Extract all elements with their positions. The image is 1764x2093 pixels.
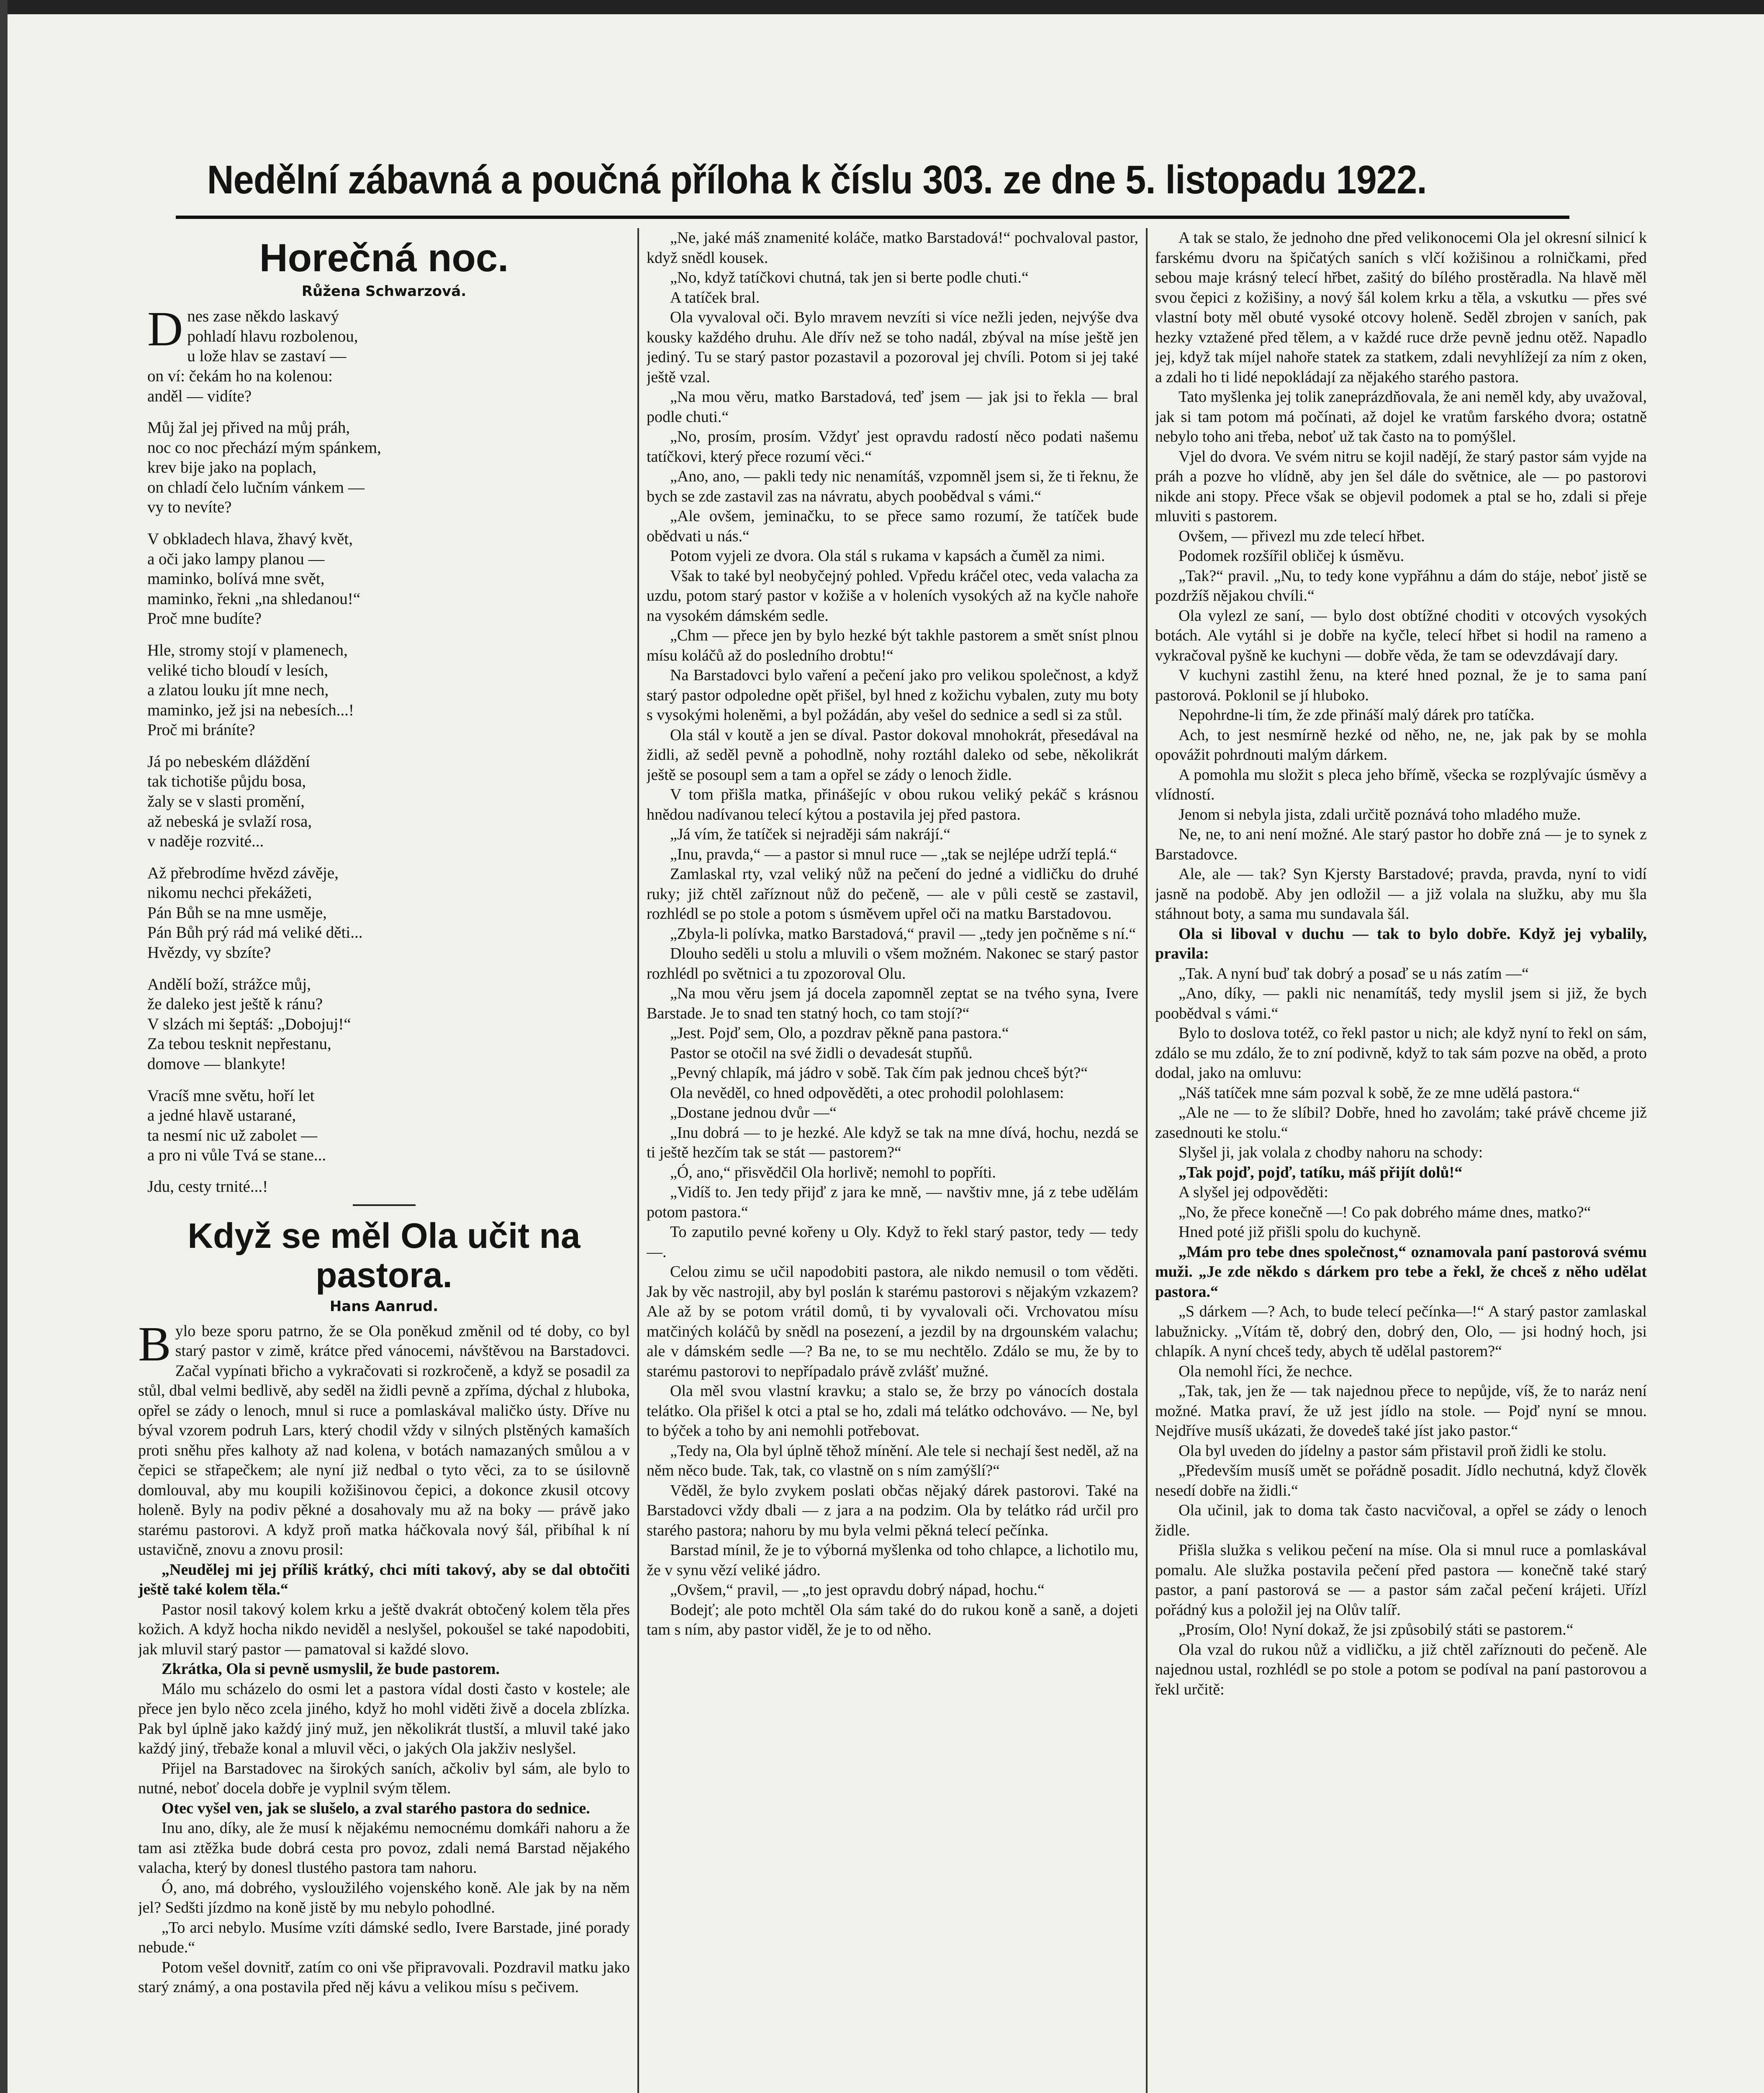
story-paragraph: Ola měl svou vlastní kravku; a stalo se, že brzy po vánocích dostala telátko. Ola přišel k otci a ptal se ho, zdali má telátko odchovávo. — Ne, byl to býček a toho by ani nemohli potřebovat.: [647, 1382, 1138, 1440]
poem-line: Andělí boží, strážce můj,: [147, 975, 311, 993]
story-paragraph: Inu ano, díky, ale že musí k nějakému nemocnému domkáři nahoru a že tam asi ztěžka bude dobrá cesta pro povoz, zdali nemá Barstad nějakého valacha, který by donesl tlustého pastora tam nahoru.: [138, 1819, 630, 1877]
poem-line: noc co noc přechází mým spánkem,: [147, 438, 381, 457]
poem-line: V obkladech hlava, žhavý květ,: [147, 530, 353, 548]
poem-stanza: [147, 752, 630, 851]
story-paragraph: Otec vyšel ven, jak se slušelo, a zval starého pastora do sednice.: [162, 1799, 590, 1817]
story-paragraph: V kuchyni zastihl ženu, na které hned poznal, že je to sama paní pastorová. Poklonil se jí hluboko.: [1155, 666, 1647, 704]
story-paragraph: „Vidíš to. Jen tedy přijď z jara ke mně, — navštiv mne, já z tebe udělám potom pastora.“: [647, 1183, 1138, 1221]
poem-line: Za tebou tesknit nepřestanu,: [147, 1035, 331, 1053]
story-paragraph: „Inu dobrá — to je hezké. Ale když se tak na mne dívá, hochu, nezdá se ti ještě hezčím tak se stát — pastorem?“: [647, 1124, 1138, 1161]
poem-ending: Jdu, cesty trnité...!: [147, 1177, 268, 1196]
story-paragraph: Barstad mínil, že je to výborná myšlenka od toho chlapce, a lichotilo mu, že v synu vězí veliké jádro.: [647, 1541, 1138, 1579]
story-paragraph: Ola si liboval v duchu — tak to bylo dobře. Když jej vybalily, pravila:: [1155, 925, 1647, 962]
poem-line: tak tichotiše půjdu bosa,: [147, 772, 306, 791]
story-paragraph: „Já vím, že tatíček si nejraději sám nakrájí.“: [670, 825, 950, 843]
story-paragraph: Bylo beze sporu patrno, že se Ola poněkud změnil od té doby, co byl starý pastor v zimě, krátce před vánocemi, návštěvou na Barstadovci. Začal vypínati břicho a vykračovati si rozkročeně, a když se posadil za stůl, dbal velmi bedlivě, aby seděl na židli pevně a zpříma, dýchal z hluboka, opřel se zády o lenoch, mnul si ruce a pomlaskával maličko ústy. Dříve nu býval vzorem podruh Lars, který chodil vždy v silných plstěných kamaších proti sněhu přes kalhoty až nad kolena, v botách namazaných smůlou a v čepici se střapečkem; ale nyní již nedbal o tyto věci, za to se úsilovně domlouval, aby mu koupili kožišinovou čepici, a dokonce zkusil otcovy holeně. Byly na podiv pěkné a dosahovaly mu až na boky — právě jako starému pastorovi. A když proň matka háčkovala nový šál, přibíhal k ní ustavičně, znovu a znovu prosil:: [138, 1316, 630, 1559]
poem-line: žaly se v slasti promění,: [147, 792, 305, 810]
story-paragraph: Slyšel ji, jak volala z chodby nahoru na schody:: [1179, 1144, 1483, 1161]
story-paragraph: „S dárkem —? Ach, to bude telecí pečínka—!“ A starý pastor zamlaskal labužnicky. „Vítám tě, dobrý den, dobrý den, Olo, — jsi hodný hoch, jsi chlapík. A nyní chceš tedy, abych tě udělal pastorem?“: [1155, 1303, 1647, 1360]
story-paragraph: Ola stál v koutě a jen se díval. Pastor dokoval mnohokrát, přesedával na židli, až seděl pevně a pohodlně, nohy roztáhl daleko od sebe, několikrát ještě se posoupl sem a tam a opřel se zády o lenoch židle.: [647, 726, 1138, 784]
story-paragraph: Ale, ale — tak? Syn Kjersty Barstadové; pravda, pravda, nyní to vidí jasně na podobě. Aby jen odložil — a již volala na služku, aby mu šla stáhnout boty, a sama mu sundavala šál.: [1155, 865, 1647, 923]
column-rule-2: [1146, 228, 1148, 2093]
poem-line: Hle, stromy stojí v plamenech,: [147, 641, 348, 659]
poem-line: a pro ni vůle Tvá se stane...: [147, 1146, 326, 1165]
poem-line: Vracíš mne světu, hoří let: [147, 1086, 315, 1105]
poem-stanza: [147, 975, 630, 1074]
poem-line: že daleko jest ještě k ránu?: [147, 995, 323, 1013]
poem-line: domove — blankyte!: [147, 1054, 286, 1073]
story-column-3: [1155, 228, 1647, 1700]
poem-line: maminko, řekni „na shledanou!“: [147, 589, 360, 608]
poem-line: pohladí hlavu rozbolenou,: [187, 327, 358, 345]
story-paragraph: Ovšem, — přivezl mu zde telecí hřbet.: [1179, 527, 1425, 545]
story-paragraph: Ola byl uveden do jídelny a pastor sám přistavil proň židli ke stolu.: [1179, 1442, 1607, 1460]
story-paragraph: Jenom si nebyla jista, zdali určitě poznává toho mladého muže.: [1179, 805, 1581, 823]
poem-line: on chladí čelo lučním vánkem —: [147, 478, 365, 496]
story-paragraph: Pastor se otočil na své židli o devadesát stupňů.: [670, 1044, 973, 1062]
story-paragraph: „Především musíš umět se pořádně posadit. Jídlo nechutná, když člověk nesedí dobře na židli.“: [1155, 1462, 1647, 1499]
story-paragraph: Věděl, že bylo zvykem poslati občas nějaký dárek pastorovi. Také na Barstadovci vždy dbali — z jara a na podzim. Ola by telátko rád určil pro starého pastora; nahoru by mu byla velmi pěkná telecí pečínka.: [647, 1481, 1138, 1539]
story-paragraph: Však to také byl neobyčejný pohled. Vpředu kráčel otec, veda valacha za uzdu, potom starý pastor v kožiše a v holeních vysokých až na kyčle nahoře na vysokém dámském sedle.: [647, 567, 1138, 625]
poem-line: maminko, bolívá mne svět,: [147, 570, 325, 588]
story-paragraph: „Na mou věru, matko Barstadová, teď jsem — jak jsi to řekla — bral podle chuti.“: [647, 388, 1138, 426]
story-paragraph: „Tedy na, Ola byl úplně těhož mínění. Ale tele si nechají šest neděl, až na něm něco bude. Tak, tak, co vlastně on s ním zamýšlí?“: [647, 1442, 1138, 1479]
story-paragraph: Zamlaskal rty, vzal veliký nůž na pečení do jedné a vidličku do druhé ruky; již chtěl zaříznout nůž do pečeně, — ale v půli cestě se zastavil, rozhlédl se po stole a potom s úsměvem upřel oči na matku Barstadovou.: [647, 865, 1138, 923]
story-title-line-2: pastora.: [316, 1255, 452, 1295]
poem-line: Až přebrodíme hvězd závěje,: [147, 864, 339, 882]
poem-line: krev bije jako na poplach,: [147, 458, 316, 477]
story-author: Hans Aanrud.: [329, 1298, 439, 1315]
poem-line: Dnes zase někdo laskavý: [147, 301, 339, 357]
poem-line: v naděje rozvité...: [147, 832, 264, 851]
story-paragraph: Ola vylezl ze saní, — bylo dost obtížné choditi v otcových vysokých botách. Ale vytáhl si je dobře na kyčle, telecí hřbet si hodil na rameno a vykračoval pyšně ke kuchyni — dobře věda, že tam se odevzdávají dary.: [1155, 607, 1647, 664]
story-paragraph: Potom vyjeli ze dvora. Ola stál s rukama v kapsách a čuměl za nimi.: [670, 547, 1105, 565]
story-paragraph: Ach, to jest nesmírně hezké od něho, ne, ne, jak pak by se mohla opovážit pohrdnouti malým dárkem.: [1155, 726, 1647, 764]
story-paragraph: Ola učinil, jak to doma tak často nacvičoval, a opřel se zády o lenoch židle.: [1155, 1502, 1647, 1539]
story-paragraph: Ne, ne, to ani není možné. Ale starý pastor ho dobře zná — je to synek z Barstadovce.: [1155, 825, 1647, 863]
column-rule-1: [637, 228, 639, 2093]
story-paragraph: „Tak. A nyní buď tak dobrý a posaď se u nás zatím —“: [1179, 964, 1529, 982]
poem-stanza: [147, 640, 630, 740]
section-divider: [353, 1204, 416, 1206]
scan-left-edge: [0, 0, 8, 2093]
story-paragraph: Ó, ano, má dobrého, vysloužilého vojenského koně. Ale jak by na něm jel? Sedšti jízdmo na koně jistě by mu nebylo pohodlné.: [138, 1879, 630, 1917]
story-paragraph: Celou zimu se učil napodobiti pastora, ale nikdo nemusil o tom věděti. Jak by věc nastrojil, aby byl poslán k starému pastorovi s nějakým vzkazem? Ale až by se potom vrátil domů, ti by vyvalovali oči. Vrchovatou mísu matčiných koláčů by snědl na posezení, a jezdil by na drgounském valachu; ale v dámském sedle —? Ba ne, to se mu nechtělo. Zdálo se mu, že by to starému pastorovi to nepřípadalo právě zvlášť mužné.: [647, 1263, 1138, 1380]
story-paragraph: Vjel do dvora. Ve svém nitru se kojil nadějí, že starý pastor sám vyjde na práh a pozve ho vlídně, aby jen šel dále do světnice, ale — po pastorovi nikde ani stopy. Přece však se objevil podomek a ptal se ho, zdali si přeje mluviti s pastorem.: [1155, 447, 1647, 525]
story-column-1: [138, 1316, 630, 1998]
story-title: [138, 1216, 630, 1295]
poem-author: Růžena Schwarzová.: [301, 283, 467, 300]
story-paragraph: Pastor nosil takový kolem krku a ještě dvakrát obtočený kolem těla přes kožich. A když hocha nikdo neviděl a neslyšel, pokoušel se také napodobiti, jak mluvil starý pastor — pamatoval si každé slovo.: [138, 1600, 630, 1658]
story-paragraph: Ola vyvaloval oči. Bylo mravem nevzíti si více nežli jeden, nejvýše dva kousky každého druhu. Ale dřív než se toho nadál, zbýval na míse ještě jen jediný. Tu se starý pastor pozastavil a pozoroval jej chvíli. Potom si jej také ještě vzal.: [647, 309, 1138, 386]
story-paragraph: To zaputilo pevné kořeny u Oly. Když to řekl starý pastor, tedy — tedy —.: [647, 1223, 1138, 1261]
column-3: [1155, 228, 1647, 2093]
poem-line: vy to nevíte?: [147, 498, 232, 517]
story-paragraph: „Ale ovšem, jeminačku, to se přece samo rozumí, že tatíček bude obědvati u nás.“: [647, 507, 1138, 545]
poem-line: a oči jako lampy planou —: [147, 550, 325, 568]
story-paragraph: „Inu, pravda,“ — a pastor si mnul ruce — „tak se nejlépe udrží teplá.“: [670, 845, 1117, 863]
story-paragraph: Málo mu scházelo do osmi let a pastora vídal dosti často v kostele; ale přece jen bylo něco zcela jiného, když ho mohl viděti živě a docela zblízka. Pak byl úplně jako každý jiný muž, jen několikrát tlustší, a mluvil také jako každý jiný, třebaže konal a mluvil věci, o jakých Ola jakživ neslyšel.: [138, 1680, 630, 1758]
poem-line: anděl — vidíte?: [147, 387, 252, 405]
poem-line: V slzách mi šeptáš: „Dobojuj!“: [147, 1015, 351, 1033]
poem-title: Horečná noc.: [259, 236, 509, 280]
poem-line: Pán Bůh se na mne usměje,: [147, 903, 327, 922]
story-paragraph: „Ne, jaké máš znamenité koláče, matko Barstadová!“ pochvaloval pastor, když snědl kousek.: [647, 229, 1138, 267]
story-paragraph: „Dostane jednou dvůr —“: [670, 1104, 837, 1121]
poem-line: on ví: čekám ho na kolenou:: [147, 367, 333, 385]
poem-line: Já po nebeském dláždění: [147, 752, 310, 771]
story-paragraph: „Neudělej mi jej příliš krátký, chci míti takový, aby se dal obtočiti ještě také kolem těla.“: [138, 1561, 630, 1599]
poem-line: až nebeská je svlaží rosa,: [147, 812, 312, 831]
story-paragraph: „Ano, díky, — pakli nic nenamítáš, tedy myslil jsem si již, že bych poobědval s vámi.“: [1155, 985, 1647, 1022]
masthead-rule: [176, 216, 1569, 219]
story-paragraph: Hned poté již přišli spolu do kuchyně.: [1179, 1223, 1421, 1241]
story-paragraph: „Ale ne — to že slíbil? Dobře, hned ho zavolám; také právě chceme již zasednouti ke stolu.“: [1155, 1104, 1647, 1142]
story-paragraph: Tato myšlenka jej tolik zaneprázdňovala, že ani neměl kdy, aby uvažoval, jak si tam potom má počínati, až dojel ke vratům farského dvora; ostatně nebylo toho ani třeba, neboť už tak často na to pomýšlel.: [1155, 388, 1647, 445]
story-paragraph: A pomohla mu složit s pleca jeho břímě, všecka se rozplývajíc úsměvy a vlídností.: [1155, 766, 1647, 803]
poem-line: nikomu nechci překážeti,: [147, 884, 312, 902]
story-paragraph: Ola vzal do rukou nůž a vidličku, a již chtěl zaříznouti do pečeně. Ale najednou ustal, rozhlédl se po stole a potom se podíval na paní pastorovou a řekl určitě:: [1155, 1640, 1647, 1698]
poem-line: Hvězdy, vy sbzíte?: [147, 944, 271, 962]
poem-stanza: [147, 529, 630, 629]
story-paragraph: Nepohrdne-li tím, že zde přináší malý dárek pro tatíčka.: [1179, 706, 1535, 724]
story-column-2: [647, 228, 1138, 1640]
poem-stanza: [147, 863, 630, 963]
story-paragraph: Přišla služka s velikou pečení na míse. Ola si mnul ruce a pomlaskával pomalu. Ale služka postavila pečení před pastora — konečně také starý pastor, a paní pastorová se — a pastor sám začal pečení krájeti. Uřízl pořádný kus a položil jej na Olův talíř.: [1155, 1541, 1647, 1619]
story-paragraph: Zkrátka, Ola si pevně usmyslil, že bude pastorem.: [162, 1660, 500, 1678]
story-paragraph: Potom vešel dovnitř, zatím co oni vše připravovali. Pozdravil matku jako starý známý, a ona postavila před něj kávu a velikou mísu s pečivem.: [138, 1958, 630, 1996]
story-paragraph: A tatíček bral.: [670, 288, 760, 306]
poem-line: a zlatou louku jít mne nech,: [147, 681, 329, 699]
story-title-line-1: Když se měl Ola učit na: [187, 1216, 580, 1255]
masthead-title: Nedělní zábavná a poučná příloha k číslu 303. ze dne 5. listopadu 1922.: [207, 157, 1427, 202]
poem-line: maminko, jež jsi na nebesích...!: [147, 701, 354, 719]
story-paragraph: Přijel na Barstadovec na širokých saních, ačkoliv byl sám, ale bylo to nutné, neboť docela dobře je vyplnil svým tělem.: [138, 1759, 630, 1797]
story-paragraph: „Tak, tak, jen že — tak najednou přece to nepůjde, víš, že to naráz není možné. Matka praví, že už jest jídlo na stole. — Pojď nyní se mnou. Nejdříve musíš ukázati, že dovedeš také jíst jako pastor.“: [1155, 1382, 1647, 1440]
poem-line: u lože hlav se zastaví —: [187, 347, 347, 365]
poem-line: a jedné hlavě ustarané,: [147, 1106, 296, 1125]
story-paragraph: „Chm — přece jen by bylo hezké být takhle pastorem a smět sníst plnou mísu koláčů až do posledního drobtu!“: [647, 627, 1138, 664]
story-paragraph: „No, když tatíčkovi chutná, tak jen si berte podle chuti.“: [670, 269, 1029, 286]
story-paragraph: „Zbyla-li polívka, matko Barstadová,“ pravil — „tedy jen počněme s ní.“: [670, 925, 1136, 943]
story-paragraph: „Náš tatíček mne sám pozval k sobě, že ze mne udělá pastora.“: [1179, 1084, 1580, 1102]
scan-top-edge: [0, 0, 1764, 14]
story-paragraph: „Ano, ano, — pakli tedy nic nenamítáš, vzpomněl jsem si, že ti řeknu, že bych se zde zastavil zas na návratu, abych poobědval s vámi.“: [647, 468, 1138, 505]
poem-stanza: [147, 1086, 630, 1165]
story-paragraph: „Jest. Pojď sem, Olo, a pozdrav pěkně pana pastora.“: [670, 1024, 1009, 1042]
story-paragraph: „Prosím, Olo! Nyní dokaž, že jsi způsobilý státi se pastorem.“: [1179, 1621, 1574, 1638]
story-paragraph: „Pevný chlapík, má jádro v sobě. Tak čím pak jednou chceš být?“: [670, 1064, 1088, 1082]
column-2: [647, 228, 1138, 2093]
poem-line: Můj žal jej přived na můj práh,: [147, 419, 350, 437]
story-paragraph: Na Barstadovci bylo vaření a pečení jako pro velikou společnost, a když starý pastor odpoledne opět přišel, byl hned z kožichu vybalen, zuty mu boty s vysokými holeněmi, a byl požádán, aby vešel do sednice a sedl si za stůl.: [647, 666, 1138, 724]
story-paragraph: Ola nemohl říci, že nechce.: [1179, 1362, 1353, 1380]
poem-stanza: [147, 301, 630, 406]
story-paragraph: A slyšel jej odpověděti:: [1179, 1183, 1328, 1201]
poem-stanza: [147, 418, 630, 517]
story-paragraph: „To arci nebylo. Musíme vzíti dámské sedlo, Ivere Barstade, jiné porady nebude.“: [138, 1918, 630, 1957]
story-paragraph: Podomek rozšířil obličej k úsměvu.: [1179, 547, 1405, 565]
story-paragraph: „Tak?“ pravil. „Nu, to tedy kone vypřáhnu a dám do stáje, neboť jistě se pozdržíš nějakou chvíli.“: [1155, 567, 1647, 604]
story-paragraph: Ola nevěděl, co hned odpověděti, a otec prohodil polohlasem:: [670, 1084, 1064, 1102]
story-paragraph: „Ovšem,“ pravil, — „to jest opravdu dobrý nápad, hochu.“: [670, 1581, 1045, 1599]
poem-line: Pán Bůh prý rád má veliké děti...: [147, 923, 363, 942]
poem-line: ta nesmí nic už zabolet —: [147, 1126, 318, 1144]
story-paragraph: „Mám pro tebe dnes společnost,“ oznamovala paní pastorová svému muži. „Je zde někdo s dárkem pro tebe a řekl, že chceš z něho udělat pastora.“: [1155, 1243, 1647, 1301]
poem-line: veliké ticho bloudí v lesích,: [147, 661, 329, 679]
story-paragraph: V tom přišla matka, přinášejíc v obou rukou veliký pekáč s krásnou hnědou nadívanou telecí kýtou a postavila jej před pastora.: [647, 786, 1138, 823]
story-paragraph: „Na mou věru jsem já docela zapomněl zeptat se na tvého syna, Ivere Barstade. Je to snad ten statný hoch, co tam stojí?“: [647, 985, 1138, 1022]
story-paragraph: Dlouho seděli u stolu a mluvili o všem možném. Nakonec se starý pastor rozhlédl po světnici a tu zpozoroval Olu.: [647, 945, 1138, 982]
poem-line: Proč mne budíte?: [147, 609, 262, 628]
poem-line: Proč mi bráníte?: [147, 721, 255, 739]
story-paragraph: „Tak pojď, pojď, tatíku, máš přijít dolů!“: [1179, 1163, 1463, 1181]
story-paragraph: Bylo to doslova totéž, co řekl pastor u nich; ale když nyní to řekl on sám, zdálo se mu zdálo, že to zní podivně, když to tak sám pozve na oběd, a proto dodal, jako na omluvu:: [1155, 1024, 1647, 1082]
poem-body: [138, 301, 630, 1165]
story-paragraph: A tak se stalo, že jednoho dne před velikonocemi Ola jel okresní silnicí k farskému dvoru na špičatých saních s vlčí kožišinou a rolničkami, před sebou maje krásný telecí hřbet, zašitý do bílého prostěradla. Na hlavě měl svou čepici z kožišiny, a nový šál kolem krku a těla, a vskutku — přes své vlastní boty měl obuté vysoké otcovy holeně. Seděl zbrojen v saních, pak hezky vztažené před tělem, a v každé ruce drže pevně jednu otěž. Napadlo jej, když tak míjel nahoře statek za statkem, zdali nevyhlížejí za ním z oken, a zdali ho ti lidé nepokládají za nějakého starého pastora.: [1155, 229, 1647, 386]
story-paragraph: „No, prosím, prosím. Vždyť jest opravdu radostí něco podati našemu tatíčkovi, který přece rozumí věci.“: [647, 428, 1138, 465]
story-paragraph: Bodejť; ale poto mchtěl Ola sám také do do rukou koně a saně, a dojeti tam s ním, aby pastor viděl, že je to od něho.: [647, 1601, 1138, 1638]
story-paragraph: „Ó, ano,“ přisvědčil Ola horlivě; nemohl to popříti.: [670, 1163, 996, 1181]
story-paragraph: „No, že přece konečně —! Co pak dobrého máme dnes, matko?“: [1179, 1203, 1591, 1221]
column-1: [138, 228, 630, 2093]
